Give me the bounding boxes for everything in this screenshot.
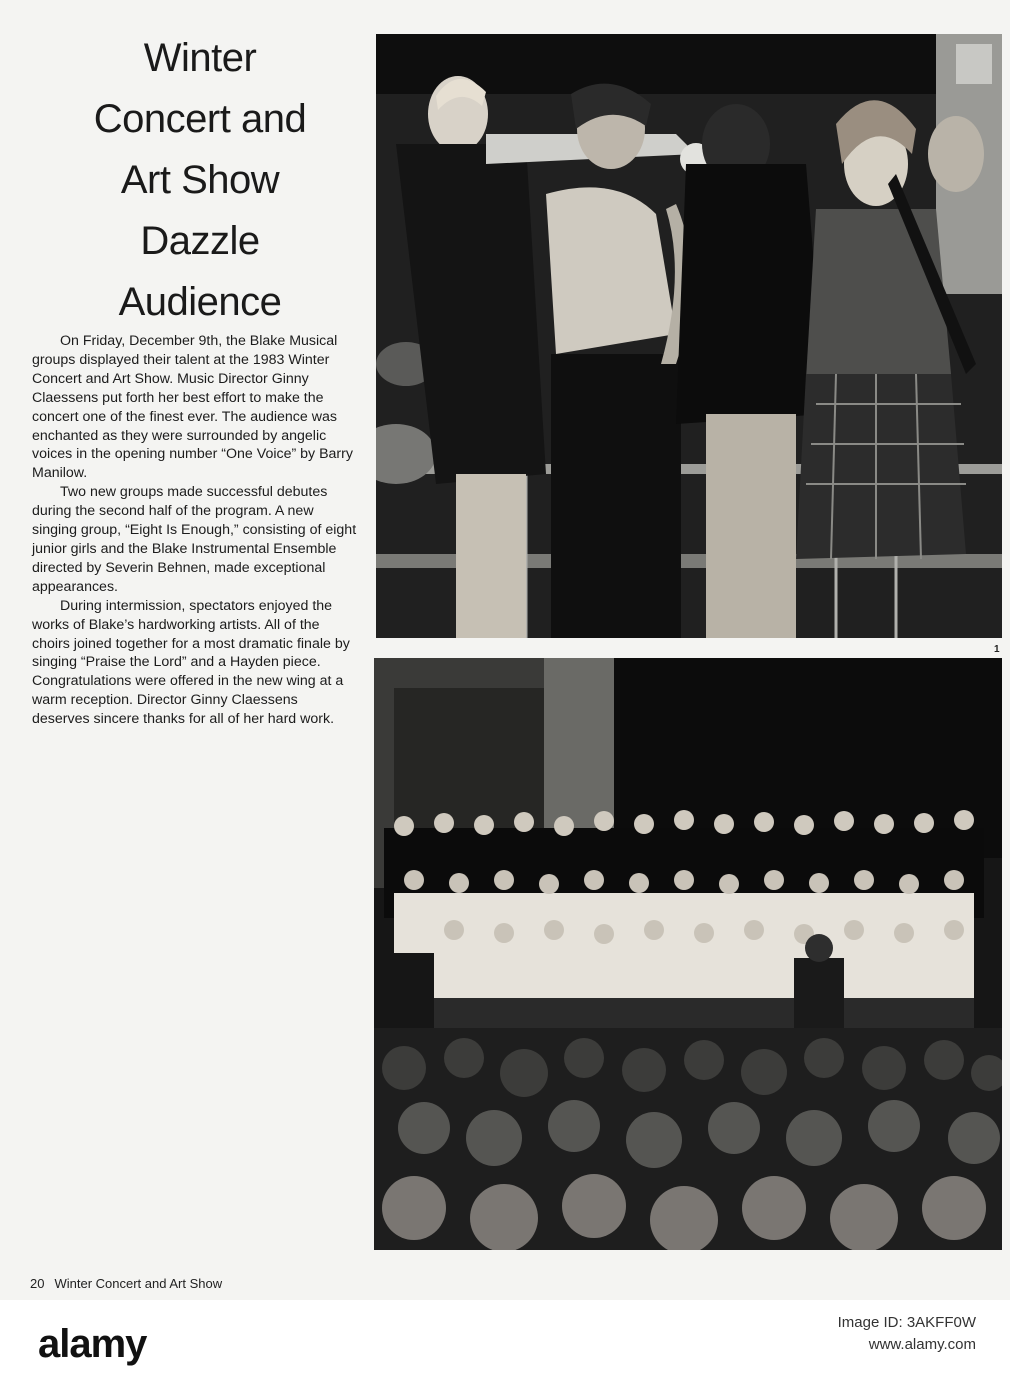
article-paragraph: On Friday, December 9th, the Blake Musical groups displayed their talent at the 1983 Winter Concert and Art Show. Music Director Ginny Claessens put forth her best effort to make the concert one of the finest ever. The audience was enchanted as they were surrounded by angelic voices in the opening number “One Voice” by Barry Manilow.	[32, 333, 353, 482]
article-paragraph: During intermission, spectators enjoyed the works of Blake’s hardworking artists. All of the choirs joined together for a most dramatic finale by singing “Praise the Lord” and a Hayden piece. Congratulations were offered in the new wing at a warm reception. Director Ginny Claessens deserves sincere thanks for all of her hard work.	[32, 597, 350, 728]
image-id-label: Image ID: 3AKFF0W	[837, 1314, 976, 1331]
brand-logo: alamy	[38, 1322, 147, 1366]
page-footer	[30, 1276, 222, 1291]
stock-meta	[838, 1312, 976, 1356]
article-paragraph: Two new groups made successful debutes during the second half of the program. A new singing group, “Eight Is Enough,” consisting of eight junior girls and the Blake Instrumental Ensemble directed by Severin Behnen, made exceptional appearances.	[32, 484, 357, 595]
headline-line: Art Show	[120, 158, 280, 202]
article-body	[32, 332, 358, 729]
choir-audience-photo	[374, 658, 1002, 1250]
headline-line: Concert and	[93, 97, 307, 141]
headline-line: Dazzle	[140, 219, 260, 263]
photo-number: 1	[994, 644, 1000, 655]
article-headline	[40, 28, 360, 333]
section-title: Winter Concert and Art Show	[54, 1276, 223, 1291]
page-number: 20	[30, 1276, 45, 1291]
headline-line: Winter	[143, 36, 257, 80]
headline-line: Audience	[118, 280, 282, 324]
band-performance-photo	[376, 34, 1002, 638]
site-url: www.alamy.com	[868, 1336, 976, 1353]
